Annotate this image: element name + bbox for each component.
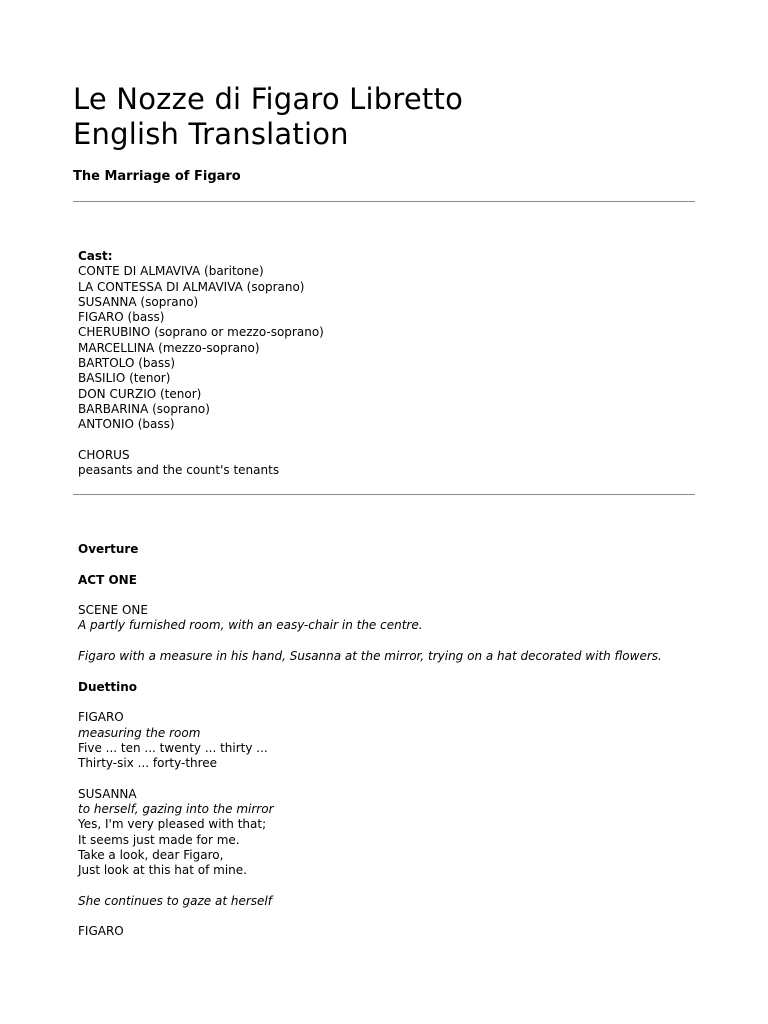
number-heading: Duettino [78,679,138,694]
title-line-1: Le Nozze di Figaro Libretto [73,82,464,116]
lyric-line: Five ... ten ... twenty ... thirty ... [78,740,268,755]
chorus-label: CHORUS [78,447,130,462]
lyric-line: Yes, I'm very pleased with that; [78,817,267,832]
stage-direction: She continues to gaze at herself [78,893,272,908]
cast-member: DON CURZIO (tenor) [78,386,202,401]
cast-heading: Cast: [78,249,113,263]
cast-member: CHERUBINO (soprano or mezzo-soprano) [78,325,324,340]
libretto-section [78,542,718,940]
lyric-line: Thirty-six ... forty-three [78,756,218,771]
cast-member: BASILIO (tenor) [78,371,171,386]
document-subtitle: The Marriage of Figaro [73,169,241,184]
cast-member: MARCELLINA (mezzo-soprano) [78,340,260,355]
cast-member: ANTONIO (bass) [78,417,175,432]
speaker-direction: to herself, gazing into the mirror [78,802,274,817]
lyric-line: Take a look, dear Figaro, [78,847,224,862]
cast-member: SUSANNA (soprano) [78,294,199,309]
speaker-name: SUSANNA [78,786,137,801]
divider [73,201,695,202]
title-line-2: English Translation [73,117,349,151]
divider [73,494,695,495]
overture-heading: Overture [78,542,139,556]
cast-section [78,249,718,478]
stage-direction: Figaro with a measure in his hand, Susanna at the mirror, trying on a hat decorated with flowers. [78,649,662,664]
cast-member: LA CONTESSA DI ALMAVIVA (soprano) [78,279,305,294]
cast-member: BARTOLO (bass) [78,356,176,371]
cast-member: BARBARINA (soprano) [78,401,210,416]
cast-member: FIGARO (bass) [78,310,165,325]
lyric-line: Just look at this hat of mine. [78,863,247,878]
scene-heading: SCENE ONE [78,603,148,618]
speaker-name: FIGARO [78,710,124,725]
chorus-description: peasants and the count's tenants [78,463,280,478]
document-title [73,82,713,152]
scene-setting: A partly furnished room, with an easy-chair in the centre. [78,618,423,633]
speaker-direction: measuring the room [78,725,201,740]
cast-member: CONTE DI ALMAVIVA (baritone) [78,264,264,279]
speaker-name: FIGARO [78,924,124,939]
act-heading: ACT ONE [78,572,137,587]
lyric-line: It seems just made for me. [78,832,240,847]
